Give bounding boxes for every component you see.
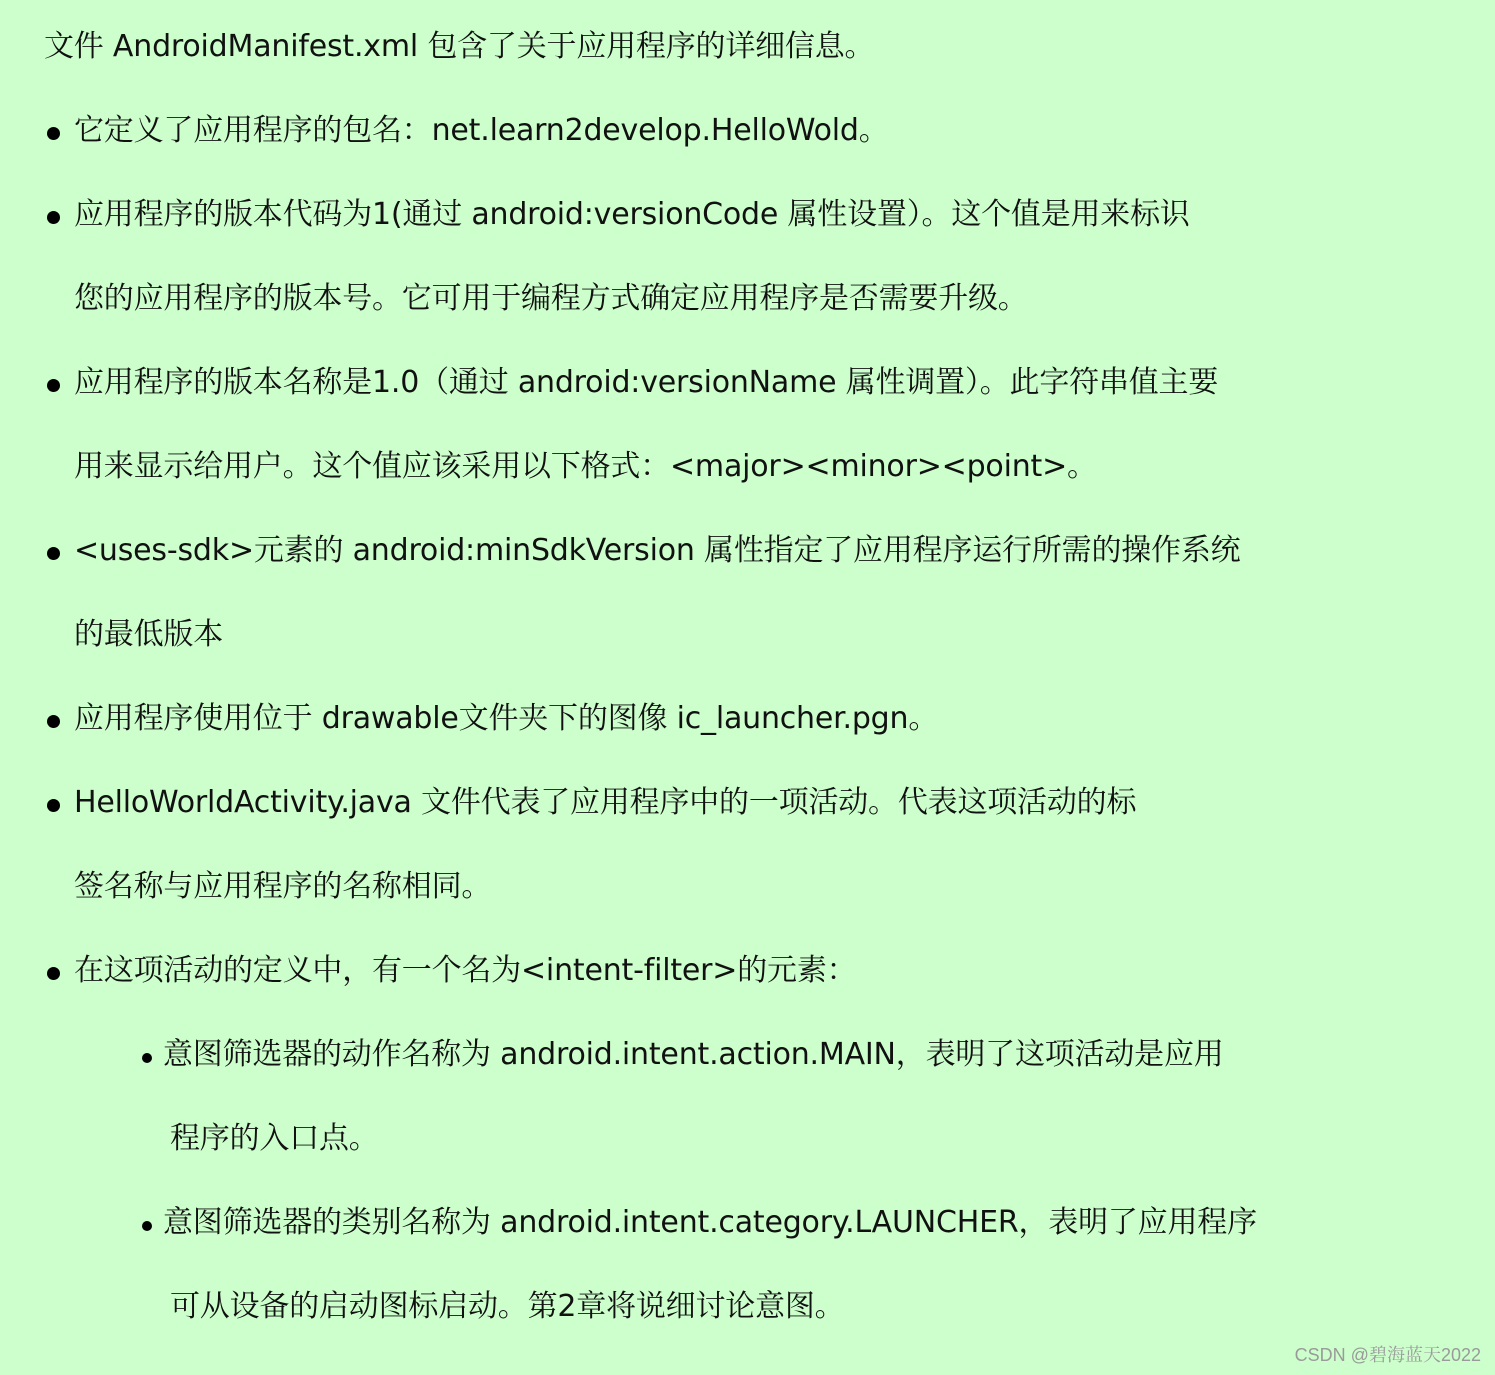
- bullet-icon: [47, 211, 60, 224]
- list-item-activity: HelloWorldActivity.java 文件代表了应用程序中的一项活动。代表这项活动的标: [74, 785, 1137, 820]
- list-item-min-sdk: <uses-sdk>元素的 android:minSdkVersion 属性指定了应用程序运行所需的操作系统: [74, 533, 1241, 568]
- list-item-version-code: 应用程序的版本代码为1(通过 android:versionCode 属性设置）。这个值是用来标识: [74, 197, 1190, 232]
- sub-bullet-icon: [142, 1053, 152, 1063]
- list-item-intent-filter: 在这项活动的定义中，有一个名为<intent-filter>的元素：: [74, 953, 857, 988]
- bullet-icon: [47, 799, 60, 812]
- sub-item-action-main: 意图筛选器的动作名称为 android.intent.action.MAIN，表明了这项活动是应用: [163, 1037, 1224, 1072]
- list-item-package-name: 它定义了应用程序的包名：net.learn2develop.HelloWold。: [74, 113, 889, 148]
- list-item-version-code-cont: 您的应用程序的版本号。它可用于编程方式确定应用程序是否需要升级。: [74, 281, 1028, 316]
- sub-item-category-launcher: 意图筛选器的类别名称为 android.intent.category.LAUNCHER，表明了应用程序: [163, 1205, 1257, 1240]
- list-item-min-sdk-cont: 的最低版本: [74, 617, 223, 652]
- list-item-activity-cont: 签名称与应用程序的名称相同。: [74, 869, 492, 904]
- sub-item-category-launcher-cont: 可从设备的启动图标启动。第2章将说细讨论意图。: [170, 1289, 845, 1324]
- list-item-version-name: 应用程序的版本名称是1.0（通过 android:versionName 属性调置）。此字符串值主要: [74, 365, 1219, 400]
- sub-item-action-main-cont: 程序的入口点。: [170, 1121, 379, 1156]
- list-item-launcher-icon: 应用程序使用位于 drawable文件夹下的图像 ic_launcher.pgn。: [74, 701, 939, 736]
- bullet-icon: [47, 967, 60, 980]
- bullet-icon: [47, 127, 60, 140]
- bullet-icon: [47, 715, 60, 728]
- bullet-icon: [47, 379, 60, 392]
- bullet-icon: [47, 547, 60, 560]
- csdn-watermark: CSDN @碧海蓝天2022: [1294, 1345, 1481, 1365]
- list-item-version-name-cont: 用来显示给用户。这个值应该采用以下格式：<major><minor><point>。: [74, 449, 1097, 484]
- intro-paragraph: 文件 AndroidManifest.xml 包含了关于应用程序的详细信息。: [44, 29, 875, 64]
- sub-bullet-icon: [142, 1221, 152, 1231]
